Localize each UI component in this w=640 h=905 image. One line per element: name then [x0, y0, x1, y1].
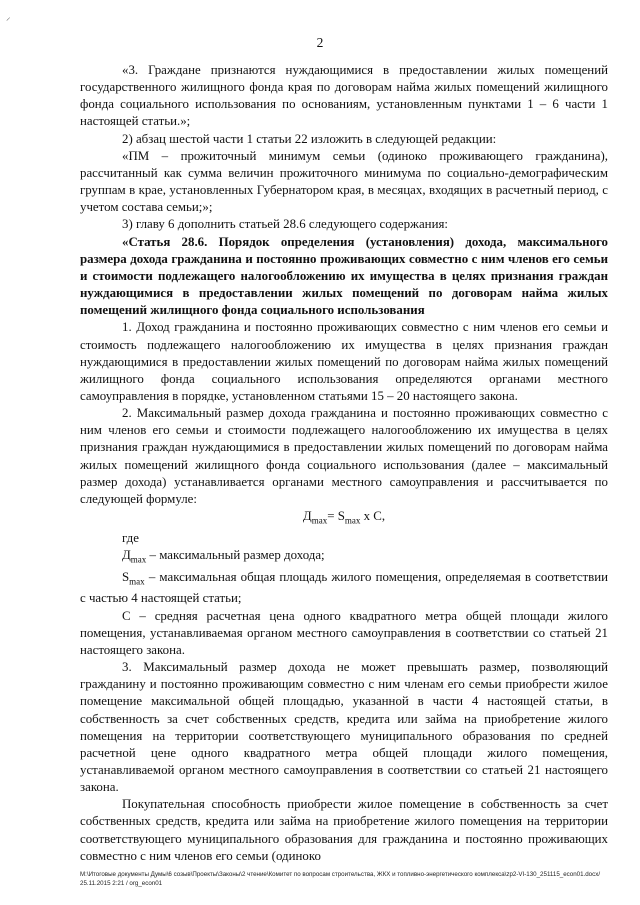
definition-subscript: max — [130, 554, 147, 565]
definition-symbol: S — [122, 569, 130, 584]
tail-paragraphs — [80, 659, 608, 865]
article-heading: «Статья 28.6. Порядок определения (установления) дохода, максимального размера дохода гражданина и постоянно проживающих совместно с ним членов его семьи и стоимости подлежащего налогообложению их имущества в целях признания граждан нуждающимися в предоставлении жилых помещений по договорам найма жилых помещений жилищного фонда социального использования — [80, 234, 608, 318]
paragraph: Покупательная способность приобрести жилое помещение в собственность за счет собственных средств, кредита или займа на приобретение жилого помещения на территории соответствующего муниципального образования для гражданина и постоянно проживающих совместно с ним членов его семьи (одиноко — [80, 797, 608, 863]
formula: $Д_{max}= S_{max}$ x C, — [302, 509, 386, 526]
paragraph: 2) абзац шестой части 1 статьи 22 изложить в следующей редакции: — [122, 131, 497, 146]
document-body — [80, 62, 608, 865]
paragraph: «ПМ – прожиточный минимум семьи (одиноко проживающего гражданина), рассчитанный как сумма величин прожиточного минимума по социально-демографическим группам в крае, установленных Губернатором края, в месяцах, входящих в расчетный период, с учетом состава семьи;»; — [80, 148, 608, 215]
where-label: где — [122, 530, 139, 545]
paragraph: 3) главу 6 дополнить статьей 28.6 следующего содержания: — [122, 217, 448, 232]
definition-list — [80, 547, 608, 659]
definition-text: – максимальный размер дохода; — [146, 547, 325, 562]
definition-subscript: max — [129, 576, 145, 587]
paragraph: 3. Максимальный размер дохода не может превышать размер, позволяющий гражданину и постоянно проживающим совместно с ним членам его семьи приобрести жилое помещение максимальной общей площадью, указанной в части 4 настоящей статьи, в собственность за счет собственных средств, кредита или займа на приобретение жилого помещения на территории соответствующего муниципального образования по средней расчетной цене одного квадратного метра общей площади жилого помещения, устанавливаемой органом местного самоуправления в соответствии со статьей 21 настоящего закона. — [80, 660, 608, 795]
file-path-footer: M:\Итоговые документы Думы\6 созыв\Проекты\Законы\2 чтение\Комитет по вопросам строительства, ЖКХ и топливно-энергетического комплекса\zp2-VI-130_251115_econ01.docx/ 25.11.2015 2:21 / org_econ01 — [80, 871, 601, 887]
definition-text: – средняя расчетная цена одного квадратного метра общей площади жилого помещения, устанавливаемая органом местного самоуправления в соответствии со статьей 21 настоящего закона. — [80, 608, 608, 657]
paragraph: 1. Доход гражданина и постоянно проживающих совместно с ним членов его семьи и стоимость подлежащего налогообложению их имущества в целях признания граждан нуждающимися в предоставлении жилых помещений по договорам найма жилых помещений жилищного фонда социального использования определяются органами местного самоуправления в порядке, установленном статьями 15 – 20 настоящего закона. — [80, 320, 608, 403]
paragraph-list — [80, 62, 608, 508]
definition-symbol: Д — [122, 547, 131, 562]
scan-artifact: ⸝ — [6, 12, 11, 22]
definition-item — [80, 569, 608, 608]
definition-symbol: С — [122, 608, 131, 623]
definition-item — [80, 547, 608, 569]
paragraph: «3. Граждане признаются нуждающимися в предоставлении жилых помещений государственного жилищного фонда края по договорам найма жилых помещений жилищного фонда социального использования по основаниям, установленным пунктами 1 – 6 части 1 настоящей статьи.»; — [80, 63, 608, 129]
definition-text: – максимальная общая площадь жилого помещения, определяемая в соответствии с частью 4 настоящей статьи; — [80, 569, 608, 606]
paragraph: 2. Максимальный размер дохода гражданина и постоянно проживающих совместно с ним членов его семьи и стоимости подлежащего налогообложению их имущества в целях признания граждан нуждающимися в предоставлении жилых помещений по договорам найма жилых помещений жилищного фонда социального использования (далее – максимальный размер дохода) устанавливается органами местного самоуправления и рассчитывается по следующей формуле: — [80, 406, 608, 506]
definition-item — [80, 608, 608, 659]
page-number: 2 — [316, 35, 324, 50]
